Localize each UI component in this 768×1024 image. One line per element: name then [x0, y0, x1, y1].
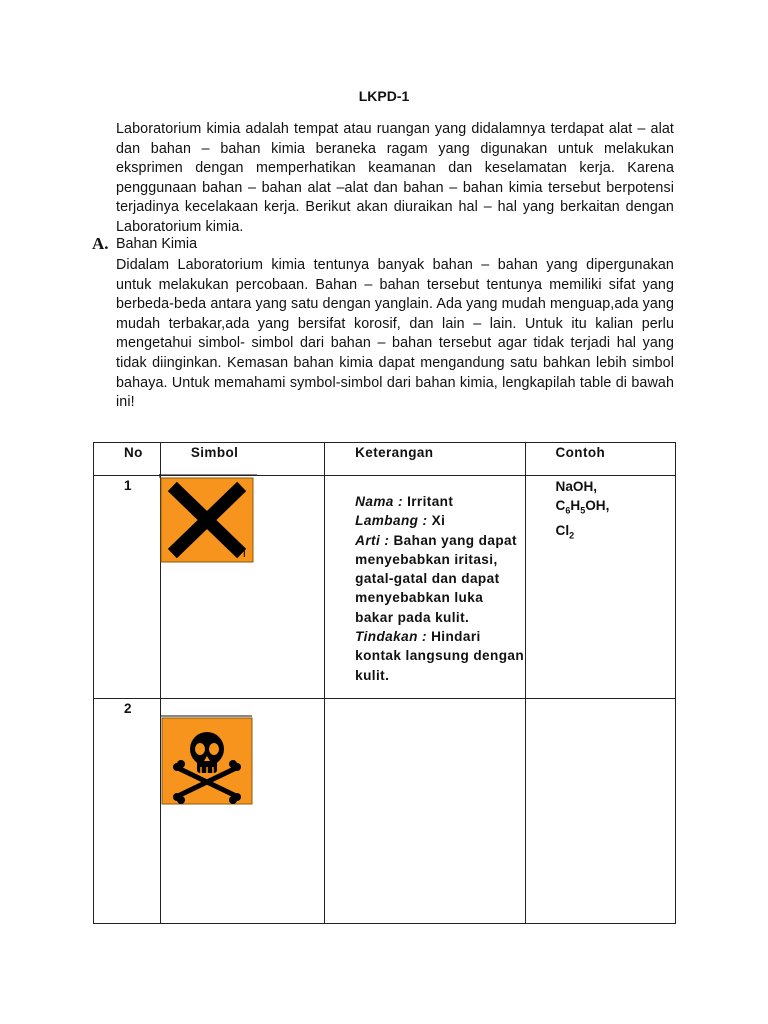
row-number: 2: [124, 701, 132, 716]
nama-value: Irritant: [407, 494, 454, 509]
lambang-label: Lambang :: [355, 513, 428, 529]
keterangan-text: [325, 476, 524, 685]
header-contoh: Contoh: [525, 443, 675, 476]
tindakan-label: Tindakan :: [355, 629, 427, 645]
row-number-cell: [94, 476, 161, 699]
document-title: LKPD-1: [358, 88, 410, 104]
header-keterangan: Keterangan: [325, 443, 525, 476]
contoh-ethanol: $C_6H_5OH$,: [555, 498, 610, 516]
arti-value: Bahan yang dapat menyebabkan iritasi, gatal-gatal dan dapat menyebabkan luka bakar pada kulit.: [355, 532, 517, 625]
symbol-cell: [160, 699, 324, 924]
hazard-symbol-table: [93, 442, 676, 924]
section-paragraph: Didalam Laboratorium kimia tentunya banyak bahan – bahan yang dipergunakan untuk melakukan percobaan. Bahan – bahan tersebut tentunya memiliki sifat yang berbeda-beda antara yang satu dengan yanglain. Ada yang mudah menguap,ada yang mudah terbakar,ada yang bersifat korosif, dan lain – lain. Untuk itu kalian perlu mengetahui simbol- simbol dari bahan – bahan tersebut agar tidak terjadi hal yang tidak diinginkan. Kemasan bahan kimia dapat mengandung satu bahkan lebih simbol bahaya. Untuk memahami symbol-simbol dari bahan kimia, lengkapilah table di bawah ini!: [116, 257, 674, 411]
table-row: [94, 476, 676, 699]
contoh-cell: [525, 476, 675, 699]
toxic-skull-icon: [160, 715, 256, 807]
section-title: Bahan Kimia: [116, 236, 198, 252]
header-simbol: Simbol: [160, 443, 324, 476]
arti-label: Arti :: [355, 532, 390, 548]
section-letter: A.: [92, 234, 109, 253]
table-header-row: [94, 443, 676, 476]
contoh-naoh: NaOH,: [555, 479, 598, 494]
table-row: [94, 699, 676, 924]
header-no: No: [94, 443, 161, 476]
tindakan-value: Hindari kontak langsung dengan kulit.: [355, 629, 525, 683]
row-number: 1: [124, 478, 132, 493]
lambang-value: Xi: [431, 513, 446, 529]
irritant-letter: i: [242, 546, 246, 560]
intro-paragraph: Laboratorium kimia adalah tempat atau ruangan yang didalamnya terdapat alat – alat dan bahan – bahan kimia beraneka ragam yang digunakan untuk melakukan eksprimen dengan memperhatikan keamanan dan keselamatan kerja. Karena penggunaan bahan – bahan alat –alat dan bahan – bahan kimia tersebut berpotensi terjadinya kecelakaan kerja. Berikut akan diuraikan hal – hal yang berkaitan dengan Laboratorium kimia.: [116, 121, 674, 235]
nama-label: Nama :: [355, 494, 403, 509]
irritant-x-icon: [159, 474, 259, 566]
contoh-chlorine: $Cl_2$: [555, 522, 575, 541]
contoh-list: [526, 476, 675, 545]
row-number-cell: [94, 699, 161, 924]
contoh-cell: [525, 699, 675, 924]
symbol-cell: [160, 476, 324, 699]
keterangan-cell: [325, 699, 525, 924]
keterangan-cell: [325, 476, 525, 699]
